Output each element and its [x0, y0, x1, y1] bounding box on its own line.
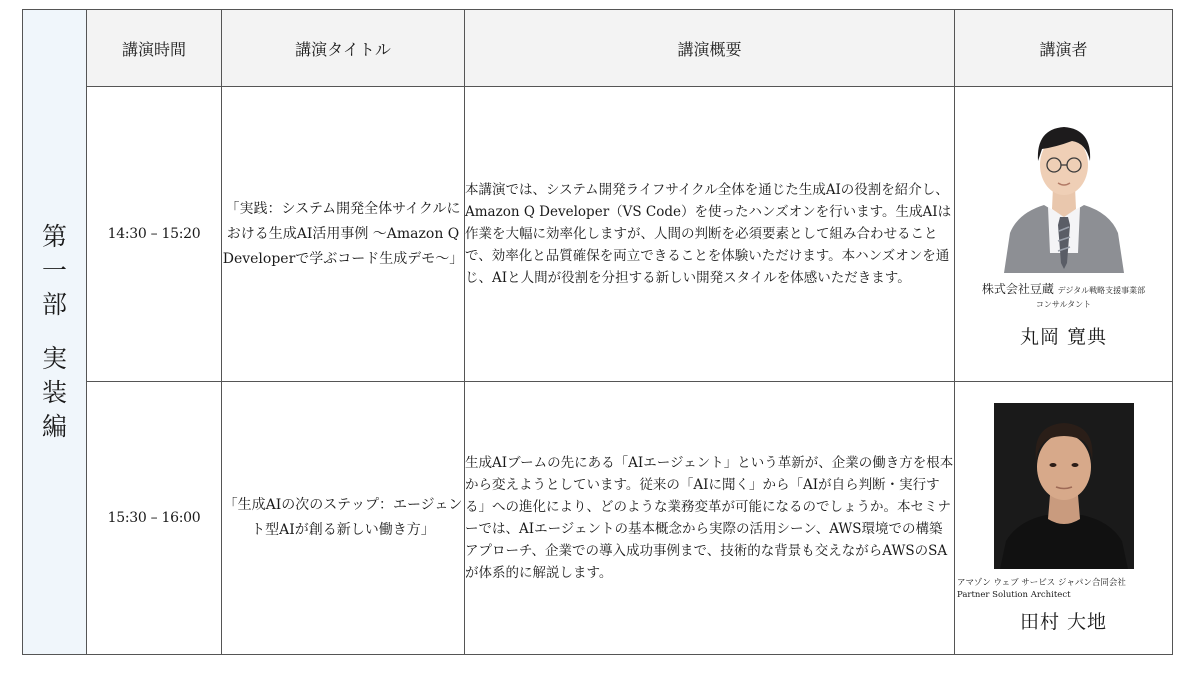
- session-title: 「実践：システム開発全体サイクルにおける生成AI活用事例 ～Amazon Q Developerで学ぶコード生成デモ～」: [222, 87, 465, 382]
- speaker-org: [955, 577, 1172, 601]
- session-summary: 本講演では、システム開発ライフサイクル全体を通じた生成AIの役割を紹介し、Amazon Q Developer（VS Code）を使ったハンズオンを行います。生成AIは作業を大幅に効率化しますが、人間の判断を必須要素として組み合わせることで、効率化と品質確保を両立できることを体験いただけます。本ハンズオンを通じ、AIと人間が役割を分担する新しい開発スタイルを体感いただきます。: [465, 87, 955, 382]
- speaker-org: [955, 281, 1172, 299]
- header-row: [23, 10, 1173, 87]
- speaker-cell: [955, 382, 1173, 655]
- session-title: 「生成AIの次のステップ：エージェント型AIが創る新しい働き方」: [222, 382, 465, 655]
- session-row: [23, 382, 1173, 655]
- speaker-role: コンサルタント: [1035, 300, 1092, 309]
- speaker-name: 田村 大地: [1019, 610, 1108, 633]
- part-number: 第一部: [41, 222, 67, 319]
- speaker-photo: [996, 113, 1132, 273]
- header-time: 講演時間: [87, 10, 222, 87]
- speaker-company: 株式会社豆蔵: [981, 282, 1054, 296]
- speaker-company: アマゾン ウェブ サービス ジャパン合同会社: [957, 577, 1126, 588]
- session-time: 14:30 – 15:20: [87, 87, 222, 382]
- speaker-cell: [955, 87, 1173, 382]
- session-row: [23, 87, 1173, 382]
- schedule-table: [22, 9, 1173, 655]
- speaker-department: デジタル戦略支援事業部: [1057, 286, 1146, 295]
- header-summary: 講演概要: [465, 10, 955, 87]
- header-title: 講演タイトル: [222, 10, 465, 87]
- session-time: 15:30 – 16:00: [87, 382, 222, 655]
- speaker-name: 丸岡 寛典: [1019, 326, 1108, 348]
- part-name: 実装編: [41, 344, 67, 441]
- header-speaker: 講演者: [955, 10, 1173, 87]
- session-summary: 生成AIブームの先にある「AIエージェント」という革新が、企業の働き方を根本から変えようとしています。従来の「AIに聞く」から「AIが自ら判断・実行する」への進化により、どのような業務変革が可能になるのでしょうか。本セミナーでは、AIエージェントの基本概念から実際の活用シーン、AWS環境での構築アプローチ、企業での導入成功事例まで、技術的な背景も交えながらAWSのSAが体系的に解説します。: [465, 382, 955, 655]
- part-label-cell: [23, 10, 87, 655]
- speaker-photo: [994, 403, 1134, 569]
- speaker-role: Partner Solution Architect: [957, 589, 1071, 600]
